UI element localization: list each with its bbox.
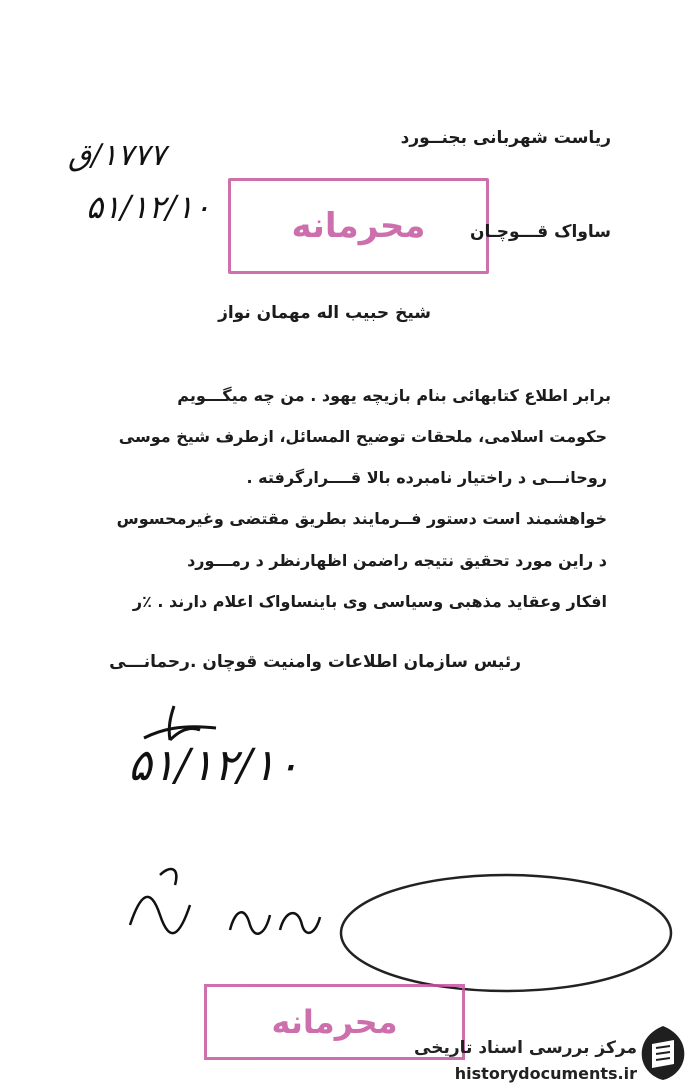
handwritten-date: ۵۱/۱۲/۱۰ bbox=[128, 740, 300, 791]
body-line: حکومت اسلامی، ملحقات توضیح المسائل، ازطرف شیخ موسی bbox=[118, 427, 607, 446]
reference-number: ۱۷۷۷/ق bbox=[68, 138, 166, 173]
signature-line: رئیس سازمان اطلاعات وامنیت قوچان .رحمانـــی bbox=[109, 652, 521, 672]
addressee: ریاست شهربانی بجنــورد bbox=[400, 128, 611, 148]
body-line: روحانـــی د راختیار نامبرده بالا قــــرارگرفته . bbox=[246, 468, 607, 487]
sender-line: ساواک قـــوچـان bbox=[470, 222, 611, 242]
confidential-stamp-bottom: محرمانه bbox=[204, 984, 465, 1060]
body-line: د راین مورد تحقیق نتیجه راضمن اظهارنظر د رمـــورد bbox=[187, 551, 607, 570]
confidential-stamp-top: محرمانه bbox=[228, 178, 489, 274]
archive-logo-icon bbox=[638, 1024, 688, 1082]
watermark-url: historydocuments.ir bbox=[454, 1064, 637, 1083]
oval-stamp bbox=[336, 868, 676, 998]
subject-line: شیخ حبیب اله مهمان نواز bbox=[218, 303, 431, 323]
date-top: ۵۱/۱۲/۱۰ bbox=[86, 188, 211, 226]
body-line: خواهشمند است دستور فــرمایند بطریق مقتضی وغیرمحسوس bbox=[116, 509, 607, 528]
handwritten-annotation bbox=[120, 855, 340, 950]
watermark-title: مرکز بررسی اسناد تاریخی bbox=[414, 1038, 637, 1058]
body-line: افکار وعقاید مذهبی وسیاسی وی باینساواک اعلام دارند . ٪ر bbox=[132, 592, 607, 611]
body-line: برابر اطلاع کتابهائی بنام بازیچه یهود . من چه میگـــویم bbox=[177, 386, 611, 405]
